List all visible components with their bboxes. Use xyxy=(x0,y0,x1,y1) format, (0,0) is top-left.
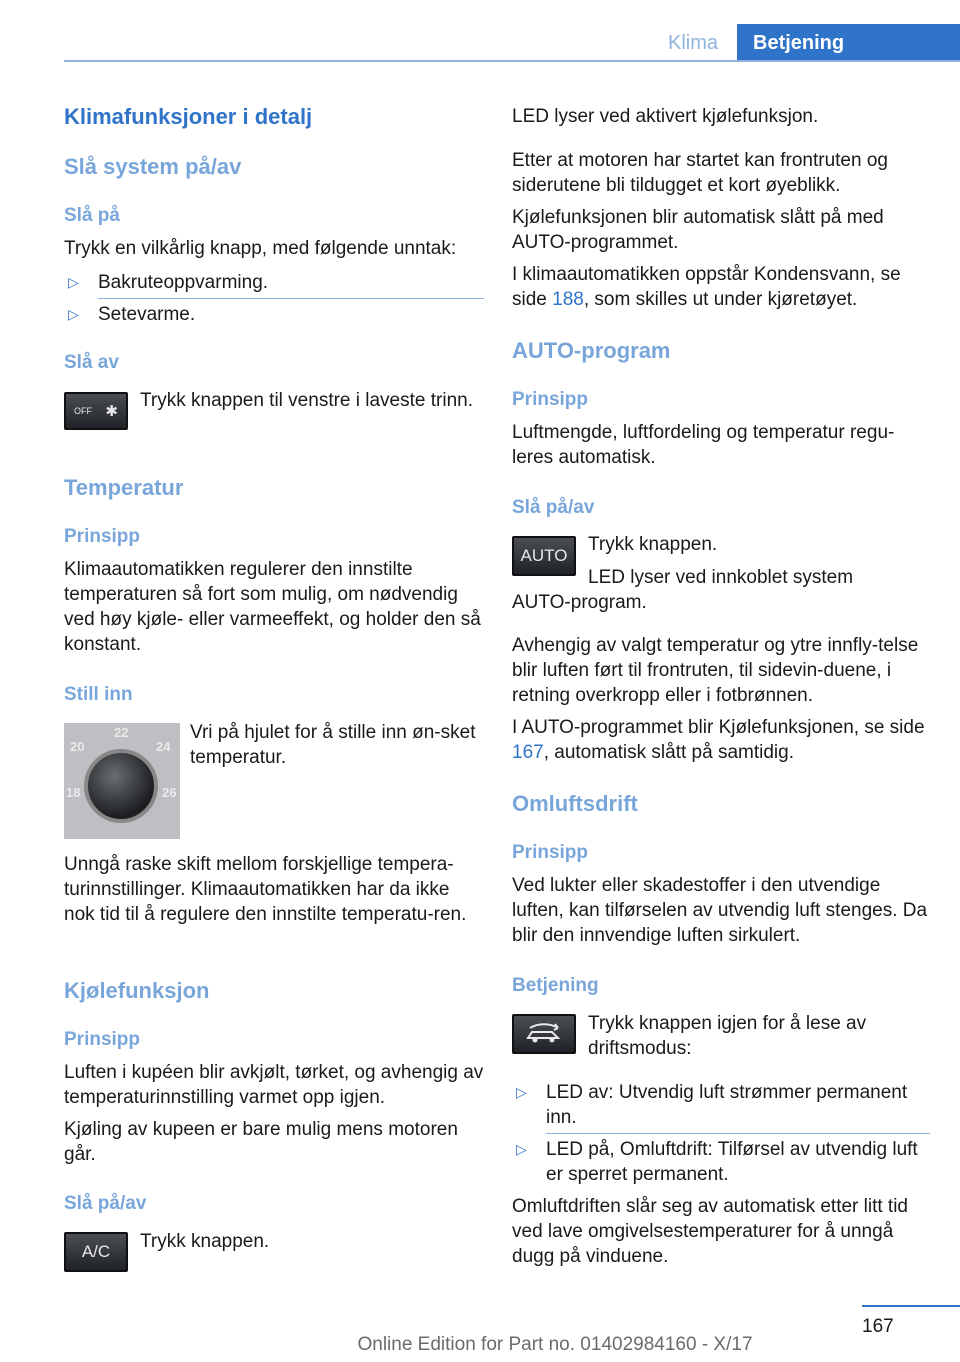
heading-kjolefunksjon: Kjølefunksjon xyxy=(64,978,210,1003)
heading-slaa-av: Slå av xyxy=(64,352,119,373)
heading-prinsipp: Prinsipp xyxy=(512,842,589,863)
text-led-auto: LED lyser ved innkoblet system xyxy=(588,567,854,588)
text-trykk-knappen: Trykk knappen. xyxy=(588,534,718,555)
text-slaa-av: Trykk knappen til venstre i laveste trinn. xyxy=(140,390,473,411)
text-betjening: Trykk knappen igjen for å lese av driftsmodus: xyxy=(588,1013,867,1059)
heading-slaa-paa: Slå på xyxy=(64,205,120,226)
heading-prinsipp: Prinsipp xyxy=(64,526,141,547)
text-kjol2: Kjøling av kupeen er bare mulig mens motoren går. xyxy=(64,1119,458,1165)
list-divider xyxy=(546,1133,930,1134)
text-avhengig: Avhengig av valgt temperatur og ytre innfly-telse blir luften ført til frontruten, til sidevin-duene, i retning overkropp eller i fotbrønnen. xyxy=(512,635,919,706)
header-divider xyxy=(64,60,960,62)
off-label: OFF xyxy=(74,406,92,416)
list-item: ▷ LED av: Utvendig luft strømmer permanent inn. xyxy=(516,1082,908,1128)
heading-auto-program: AUTO-program xyxy=(512,338,671,363)
list-divider xyxy=(98,298,484,299)
ac-label: A/C xyxy=(81,1242,111,1261)
heading-slaa-paa-av: Slå på/av xyxy=(512,497,595,518)
list-item: ▷ Setevarme. xyxy=(68,304,196,325)
temperature-dial-image xyxy=(64,723,180,839)
heading-prinsipp: Prinsipp xyxy=(512,389,589,410)
footer-divider xyxy=(862,1305,960,1307)
header-active-tab[interactable]: Betjening xyxy=(737,24,960,62)
ac-button-image xyxy=(64,1232,128,1272)
page-number: 167 xyxy=(862,1316,894,1337)
text-auto-kjol: I AUTO-programmet blir Kjølefunksjonen, se side 167, automatisk slått på samtidig. xyxy=(512,717,925,763)
list-item: ▷ LED på, Omluftdrift: Tilførsel av utvendig luft er sperret permanent. xyxy=(516,1139,918,1185)
dial-number: 22 xyxy=(114,725,129,740)
dial-number: 18 xyxy=(66,785,81,800)
text-trykk-vilkaarlig: Trykk en vilkårlig knapp, med følgende unntak: xyxy=(64,238,457,259)
recirculation-button-image xyxy=(512,1014,576,1054)
text-trykk-knappen: Trykk knappen. xyxy=(140,1231,270,1252)
triangle-bullet-icon: ▷ xyxy=(68,274,79,290)
text-kjol1: Luften i kupéen blir avkjølt, tørket, og avhengig av temperaturinnstilling varmet opp igjen. xyxy=(64,1062,484,1108)
text-etter-motor: Etter at motoren har startet kan frontruten og siderutene bli tildugget et kort øyeblikk. xyxy=(512,150,888,196)
header-section-tab[interactable]: Klima xyxy=(667,32,718,54)
text-omluft-slaar: Omluftdriften slår seg av automatisk etter litt tid ved lave omgivelsestemperaturer for å unngå dugg på vinduene. xyxy=(512,1196,908,1267)
dial-knob-icon xyxy=(84,749,158,823)
dial-number: 20 xyxy=(70,739,85,754)
heading-slaa-system: Slå system på/av xyxy=(64,154,242,179)
triangle-bullet-icon: ▷ xyxy=(68,306,79,322)
text-still-inn: Vri på hjulet for å stille inn øn-sket temperatur. xyxy=(190,722,476,768)
fan-off-button-image xyxy=(64,392,128,430)
text-auto-prinsipp: Luftmengde, luftfordeling og temperatur regu-leres automatisk. xyxy=(512,422,895,468)
heading-omluftsdrift: Omluftsdrift xyxy=(512,791,638,816)
page-title: Klimafunksjoner i detalj xyxy=(64,104,313,129)
dial-number: 24 xyxy=(156,739,171,754)
heading-prinsipp: Prinsipp xyxy=(64,1029,141,1050)
text-led-kjol: LED lyser ved aktivert kjølefunksjon. xyxy=(512,106,819,127)
text-unnga: Unngå raske skift mellom forskjellige tempera-turinnstillinger. Klimaautomatikken har da ikke nok tid til å regulere den innstilte temperatu-ren. xyxy=(64,854,467,925)
heading-temperatur: Temperatur xyxy=(64,475,184,500)
text-kjol-auto: Kjølefunksjonen blir automatisk slått på med AUTO-programmet. xyxy=(512,207,884,253)
page-link-167[interactable]: 167 xyxy=(512,742,544,763)
auto-label: AUTO xyxy=(520,546,568,565)
text-led-auto-2: AUTO-program. xyxy=(512,592,647,613)
car-recirculation-icon xyxy=(522,1022,566,1046)
text-omluft-prinsipp: Ved lukter eller skadestoffer i den utvendige luften, kan tilførselen av utvendig luft stenges. Da blir den innvendige luften sirkulert. xyxy=(512,875,928,946)
triangle-bullet-icon: ▷ xyxy=(516,1084,527,1100)
footer-edition: Online Edition for Part no. 01402984160 - X/17 xyxy=(357,1334,753,1355)
list-item: ▷ Bakruteoppvarming. xyxy=(68,272,269,293)
dial-number: 26 xyxy=(162,785,177,800)
heading-betjening: Betjening xyxy=(512,975,599,996)
heading-still-inn: Still inn xyxy=(64,684,133,705)
heading-slaa-paa-av: Slå på/av xyxy=(64,1193,147,1214)
auto-button-image xyxy=(512,536,576,576)
text-temp-prinsipp: Klimaautomatikken regulerer den innstilte temperaturen så fort som mulig, om nødvendig ved høy kjøle- eller varmeeffekt, og holder den så konstant. xyxy=(64,559,481,655)
text-kondens: I klimaautomatikken oppstår Kondensvann, se side 188, som skilles ut under kjøretøyet. xyxy=(512,264,901,310)
fan-icon: ✱ xyxy=(105,403,118,420)
page-link-188[interactable]: 188 xyxy=(552,289,584,310)
triangle-bullet-icon: ▷ xyxy=(516,1141,527,1157)
